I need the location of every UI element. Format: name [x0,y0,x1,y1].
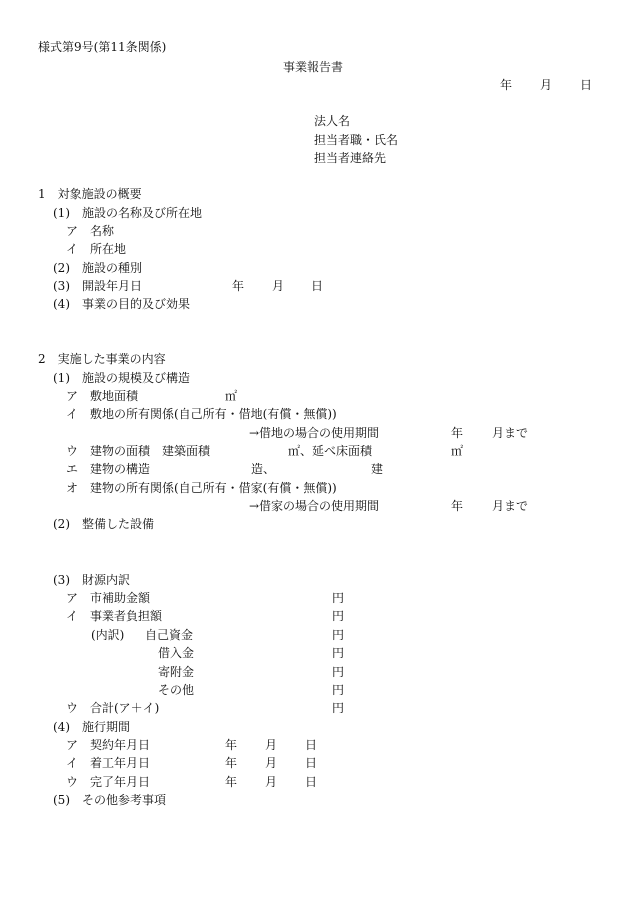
contract-month: 月 [265,738,278,752]
purpose-effect-label: (4) 事業の目的及び効果 [53,297,190,311]
other-funds-label: その他 [158,683,195,697]
donations-yen: 円 [332,665,345,679]
completion-day: 日 [305,775,318,789]
form-number: 様式第9号(第11条関係) [38,40,167,54]
contract-year: 年 [225,738,238,752]
opening-month-label: 月 [272,279,285,293]
building-structure-label: エ 建物の構造 [66,462,151,476]
loans-label: 借入金 [158,646,195,660]
city-subsidy-label: ア 市補助金額 [66,591,151,605]
contact-label: 担当者連絡先 [314,151,387,165]
opening-year-label: 年 [232,279,245,293]
facility-type-label: (2) 施設の種別 [53,261,142,275]
date-year-label: 年 [500,78,513,92]
land-lease-month-until: 月まで [492,426,529,440]
building-lease-year: 年 [451,499,464,513]
facility-location-label: イ 所在地 [66,242,127,256]
completion-month: 月 [265,775,278,789]
operator-burden-yen: 円 [332,609,345,623]
opening-day-label: 日 [311,279,324,293]
building-area-unit: ㎡、延べ床面積 [288,444,373,458]
construction-period-heading: (4) 施行期間 [53,720,130,734]
opening-date-label: (3) 開設年月日 [53,279,142,293]
date-day-label: 日 [580,78,593,92]
city-subsidy-yen: 円 [332,591,345,605]
completion-date-label: ウ 完了年月日 [66,775,151,789]
contract-date-label: ア 契約年月日 [66,738,151,752]
start-month: 月 [265,756,278,770]
total-yen: 円 [332,701,345,715]
donations-label: 寄附金 [158,665,195,679]
contract-day: 日 [305,738,318,752]
floor-area-unit: ㎡ [451,444,464,458]
land-area-unit: ㎡ [225,389,238,403]
section2-heading: 2 実施した事業の内容 [38,352,166,366]
start-year: 年 [225,756,238,770]
land-area-label: ア 敷地面積 [66,389,139,403]
funding-heading: (3) 財源内訳 [53,573,130,587]
person-title-name-label: 担当者職・氏名 [314,133,399,147]
building-area-label: ウ 建物の面積 建築面積 [66,444,211,458]
section1-heading: 1 対象施設の概要 [38,187,142,201]
structure-floors-label: 建 [371,462,384,476]
land-lease-year: 年 [451,426,464,440]
other-reference-heading: (5) その他参考事項 [53,793,166,807]
facility-name-label: ア 名称 [66,224,115,238]
equipment-label: (2) 整備した設備 [53,517,154,531]
other-funds-yen: 円 [332,683,345,697]
loans-yen: 円 [332,646,345,660]
land-lease-period-label: →借地の場合の使用期間 [249,426,380,440]
corp-name-label: 法人名 [314,114,351,128]
start-date-label: イ 着工年月日 [66,756,151,770]
own-funds-yen: 円 [332,628,345,642]
total-label: ウ 合計(ア＋イ) [66,701,160,715]
start-day: 日 [305,756,318,770]
building-ownership-label: オ 建物の所有関係(自己所有・借家(有償・無償)) [66,481,337,495]
section2-item1: (1) 施設の規模及び構造 [53,371,190,385]
completion-year: 年 [225,775,238,789]
operator-burden-label: イ 事業者負担額 [66,609,163,623]
building-lease-month-until: 月まで [492,499,529,513]
land-ownership-label: イ 敷地の所有関係(自己所有・借地(有償・無償)) [66,407,337,421]
form-title: 事業報告書 [283,60,344,74]
structure-type-label: 造、 [251,462,276,476]
section1-item1: (1) 施設の名称及び所在地 [53,206,202,220]
building-lease-period-label: →借家の場合の使用期間 [249,499,380,513]
own-funds-label: 自己資金 [145,628,194,642]
date-month-label: 月 [540,78,553,92]
breakdown-label: (内訳) [91,628,125,642]
